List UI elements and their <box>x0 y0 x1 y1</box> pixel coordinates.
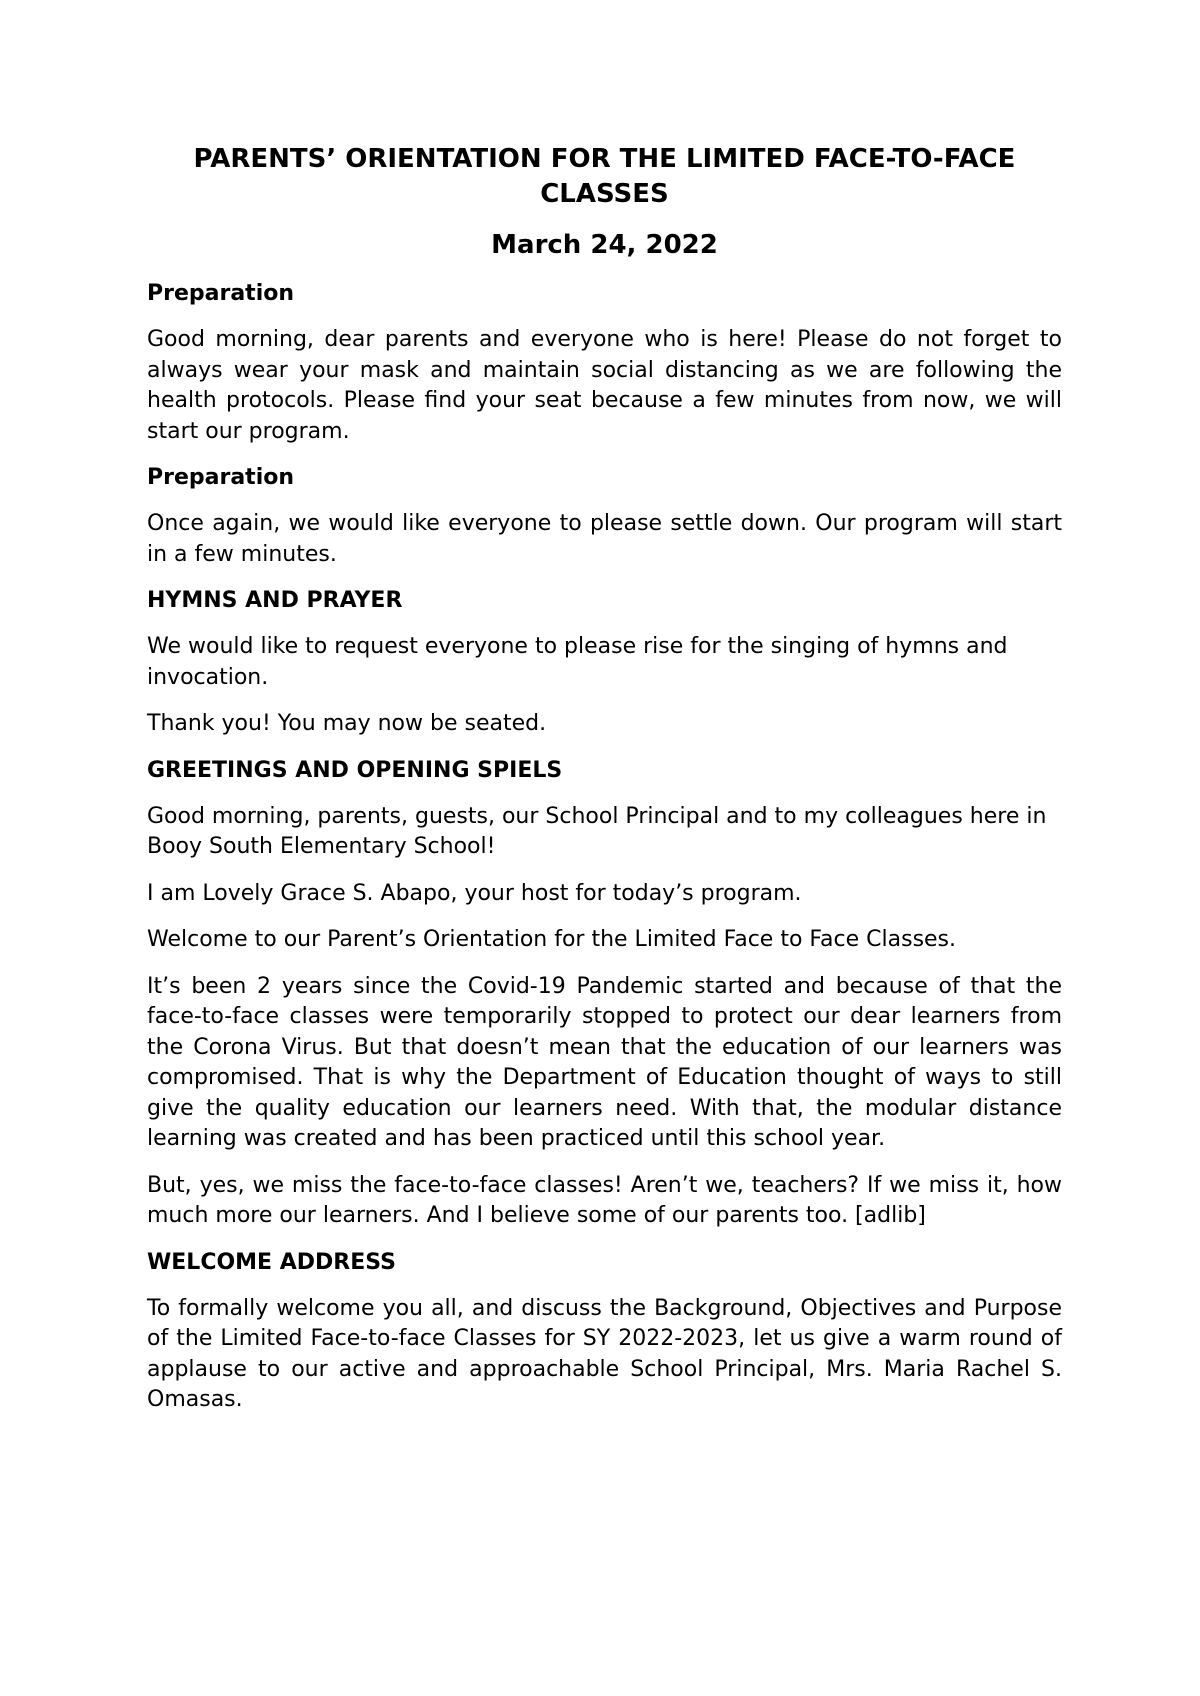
section-heading-preparation: Preparation <box>147 281 295 306</box>
hymns-paragraph: We would like to request everyone to please rise for the singing of hymns and invocation. <box>147 634 1008 690</box>
document-page <box>147 142 1062 1416</box>
preparation-2-paragraph: Once again, we would like everyone to please settle down. Our program will start in a few minutes. <box>147 511 1062 567</box>
section-heading-hymns-and-prayer: HYMNS AND PRAYER <box>147 588 403 613</box>
section-heading-welcome-address: WELCOME ADDRESS <box>147 1249 396 1275</box>
preparation-paragraph: Good morning, dear parents and everyone who is here! Please do not forget to always wear your mask and maintain social distancing as we are following the health protocols. Please find your seat because a few minutes from now, we will start our program. <box>147 327 1062 444</box>
section-heading-preparation-2: Preparation <box>147 465 295 490</box>
document-title: PARENTS’ ORIENTATION FOR THE LIMITED FACE-TO-FACE CLASSES <box>193 144 1016 209</box>
miss-classes-paragraph: But, yes, we miss the face-to-face classes! Aren’t we, teachers? If we miss it, how much more our learners. And I believe some of our parents too. [adlib] <box>147 1172 1062 1228</box>
section-heading-greetings: GREETINGS AND OPENING SPIELS <box>147 757 563 783</box>
greetings-paragraph: Good morning, parents, guests, our School Principal and to my colleagues here in Booy South Elementary School! <box>147 803 1047 859</box>
hymns-thank-you-paragraph: Thank you! You may now be seated. <box>147 711 547 736</box>
welcome-paragraph: Welcome to our Parent’s Orientation for the Limited Face to Face Classes. <box>147 927 957 952</box>
document-date: March 24, 2022 <box>491 230 718 260</box>
host-intro-paragraph: I am Lovely Grace S. Abapo, your host for today’s program. <box>147 880 802 906</box>
pandemic-paragraph: It’s been 2 years since the Covid-19 Pandemic started and because of that the face-to-face classes were temporarily stopped to protect our dear learners from the Corona Virus. But that doesn’t mean that the education of our learners was compromised. That is why the Department of Education thought of ways to still give the quality education our learners need. With that, the modular distance learning was created and has been practiced until this school year. <box>147 973 1062 1151</box>
welcome-address-paragraph: To formally welcome you all, and discuss the Background, Objectives and Purpose of the Limited Face-to-face Classes for SY 2022-2023, let us give a warm round of applause to our active and approachable School Principal, Mrs. Maria Rachel S. Omasas. <box>147 1295 1062 1412</box>
